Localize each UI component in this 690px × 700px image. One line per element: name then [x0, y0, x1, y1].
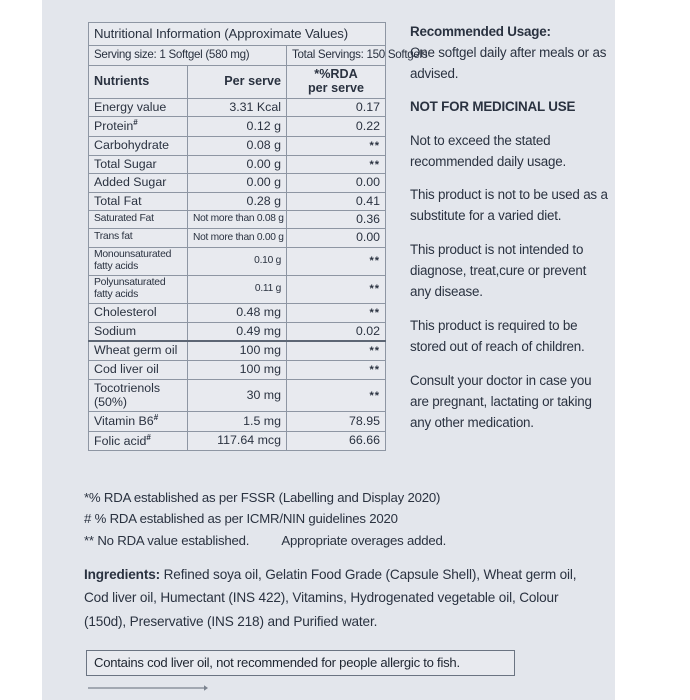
nutrient-name: Added Sugar: [89, 174, 188, 192]
recommended-usage-block: [410, 22, 610, 85]
nutrition-table-title: Nutritional Information (Approximate Values): [89, 23, 386, 46]
nutrient-rda-value: [287, 360, 386, 379]
nutrient-rda-value: [287, 275, 386, 303]
not-for-medicinal-use-notice: NOT FOR MEDICINAL USE: [410, 98, 576, 114]
table-row: [89, 155, 386, 174]
nutrient-rda-value: 0.02: [287, 322, 386, 341]
usage-paragraph-3: This product is required to be stored out of reach of children.: [410, 317, 585, 354]
table-row: [89, 211, 386, 229]
col-header-rda: [287, 65, 386, 98]
nutrient-rda-value: 0.41: [287, 192, 386, 210]
table-row: [89, 303, 386, 322]
table-row: [89, 431, 386, 451]
table-row: [89, 379, 386, 412]
table-row: [89, 412, 386, 432]
allergen-warning-box: [86, 650, 515, 676]
ingredients-section: [84, 563, 578, 633]
col-header-rda-line2: per serve: [307, 81, 364, 96]
warning-leader-line: [88, 684, 210, 692]
nutrient-name: Trans fat: [89, 229, 188, 247]
table-row: [89, 341, 386, 360]
footnote-icmr: # % RDA established as per ICMR/NIN guidelines 2020: [84, 511, 398, 527]
col-header-rda-line1: *%RDA: [314, 66, 358, 81]
icmr-footnote-marker: #: [153, 413, 159, 423]
usage-paragraph-1: This product is not to be used as a substitute for a varied diet.: [410, 187, 608, 224]
nutrient-name: Cholesterol: [89, 303, 188, 322]
nutrient-per-serve-value: 3.31 Kcal: [188, 98, 287, 116]
col-header-nutrients: Nutrients: [89, 65, 188, 98]
nutrient-name: Monounsaturated fatty acids: [89, 247, 188, 275]
nutrient-per-serve-value: 0.12 g: [188, 117, 287, 137]
column-header-row: [89, 65, 386, 98]
serving-info-row: [89, 46, 386, 65]
table-row: [89, 322, 386, 341]
nutrient-name: Energy value: [89, 98, 188, 116]
nutrient-rda-value: 78.95: [287, 412, 386, 432]
nutrient-per-serve-value: 0.28 g: [188, 192, 287, 210]
nutrient-rda-value: 0.22: [287, 117, 386, 137]
nutrient-per-serve-value: 117.64 mcg: [188, 431, 287, 451]
table-row: [89, 229, 386, 247]
footnote-overages-text: Appropriate overages added.: [281, 532, 447, 548]
nutrient-name: Folic acid#: [89, 431, 188, 451]
recommended-usage-body: One softgel daily after meals or as advised.: [410, 44, 607, 81]
ingredients-heading: Ingredients:: [84, 567, 160, 582]
nutrient-per-serve-value: 0.10 g: [188, 247, 287, 275]
no-rda-marker: **: [369, 139, 380, 152]
serving-size-value: Serving size: 1 Softgel (580 mg): [89, 46, 287, 65]
total-servings-value: Total Servings: 150 Softgels: [287, 46, 386, 65]
nutrient-per-serve-value: 0.48 mg: [188, 303, 287, 322]
nutrient-per-serve-value: 0.49 mg: [188, 322, 287, 341]
footnote-no-rda-text: ** No RDA value established.: [84, 532, 250, 548]
nutrient-name: Vitamin B6#: [89, 412, 188, 432]
nutrient-rda-value: [287, 136, 386, 155]
nutrient-rda-value: [287, 303, 386, 322]
nutrient-name: Total Sugar: [89, 155, 188, 174]
nutrient-name: Sodium: [89, 322, 188, 341]
icmr-footnote-marker: #: [133, 118, 138, 128]
footnote-no-rda: [84, 530, 524, 551]
no-rda-marker: **: [369, 345, 380, 358]
table-row: [89, 360, 386, 379]
nutrient-per-serve-value: 1.5 mg: [188, 412, 287, 432]
table-row: [89, 136, 386, 155]
nutrient-name: Saturated Fat: [89, 211, 188, 229]
no-rda-marker: **: [369, 255, 380, 268]
no-rda-marker: **: [369, 389, 380, 402]
nutrient-per-serve-value: 30 mg: [188, 379, 287, 412]
table-row: [89, 275, 386, 303]
nutrient-per-serve-value: 100 mg: [188, 360, 287, 379]
nutrient-per-serve-value: 100 mg: [188, 341, 287, 360]
footnote-fssr: *% RDA established as per FSSR (Labelling and Display 2020): [84, 490, 441, 505]
nutrient-rda-value: 66.66: [287, 431, 386, 451]
table-row: [89, 192, 386, 210]
usage-column: [410, 22, 610, 447]
no-rda-marker: **: [369, 158, 380, 171]
nutritional-information-table: [88, 22, 428, 451]
no-rda-marker: **: [369, 306, 380, 319]
nutrient-rda-value: 0.36: [287, 211, 386, 229]
table-row: [89, 247, 386, 275]
nutrient-rda-value: 0.00: [287, 174, 386, 192]
table-row: [89, 174, 386, 192]
usage-paragraph-2: This product is not intended to diagnose, treat,cure or prevent any disease.: [410, 242, 587, 300]
nutrient-rda-value: 0.00: [287, 229, 386, 247]
no-rda-marker: **: [369, 283, 380, 296]
usage-paragraph-0: Not to exceed the stated recommended daily usage.: [410, 132, 566, 169]
nutrient-rda-value: 0.17: [287, 98, 386, 116]
nutrient-name: Wheat germ oil: [89, 341, 188, 360]
nutrient-per-serve-value: 0.11 g: [188, 275, 287, 303]
no-rda-marker: **: [369, 363, 380, 376]
nutrient-name: Carbohydrate: [89, 136, 188, 155]
nutrition-table-body: [89, 23, 428, 99]
icmr-footnote-marker: #: [146, 432, 151, 442]
nutrient-per-serve-value: Not more than 0.00 g: [188, 229, 287, 247]
nutrient-rda-value: [287, 247, 386, 275]
nutrient-name: Tocotrienols (50%): [89, 379, 188, 412]
nutrient-name: Polyunsaturated fatty acids: [89, 275, 188, 303]
nutrient-rda-value: [287, 155, 386, 174]
allergen-warning-text: Contains cod liver oil, not recommended for people allergic to fish.: [94, 655, 460, 670]
nutrient-rda-value: [287, 379, 386, 412]
ingredients-text: Refined soya oil, Gelatin Food Grade (Capsule Shell), Wheat germ oil, Cod liver oil, Humectant (INS 422), Vitamins, Hydrogenated vegetable oil, Colour (150d), Preservative (INS 218) and Purified water.: [84, 567, 577, 629]
col-header-per-serve: Per serve: [188, 65, 287, 98]
nutrient-name: Cod liver oil: [89, 360, 188, 379]
table-row: [89, 117, 386, 137]
nutrient-name: Total Fat: [89, 192, 188, 210]
nutrient-per-serve-value: 0.00 g: [188, 174, 287, 192]
table-title-row: [89, 23, 386, 46]
recommended-usage-heading: Recommended Usage:: [410, 24, 551, 39]
usage-paragraph-4: Consult your doctor in case you are pregnant, lactating or taking any other medication.: [410, 372, 592, 430]
nutrient-name: Protein#: [89, 117, 188, 137]
nutrient-rows: [89, 98, 386, 450]
nutrient-rda-value: [287, 341, 386, 360]
nutrient-per-serve-value: Not more than 0.08 g: [188, 211, 287, 229]
rda-footnotes: [84, 487, 524, 551]
table-row: [89, 98, 386, 116]
nutrient-per-serve-value: 0.00 g: [188, 155, 287, 174]
nutrient-per-serve-value: 0.08 g: [188, 136, 287, 155]
